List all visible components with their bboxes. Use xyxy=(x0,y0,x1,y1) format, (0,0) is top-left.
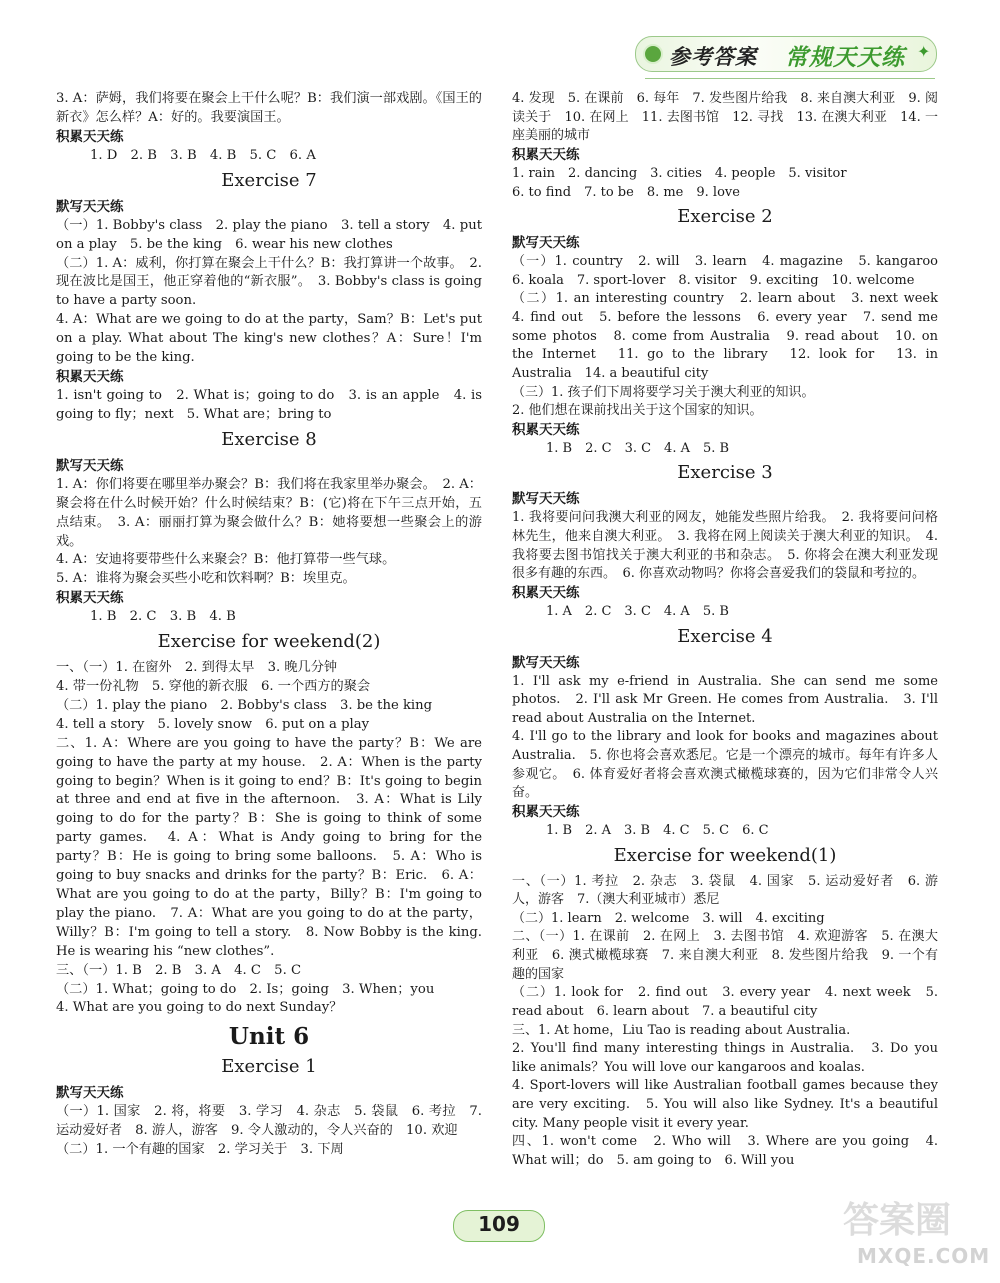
exercise-title: Exercise 2 xyxy=(677,206,773,228)
answer-text: 四、1. won't come 2. Who will 3. Where are you going 4. What will；do 5. am going to 6. Will you xyxy=(512,1134,938,1168)
section-heading: 积累天天练 xyxy=(512,584,580,601)
section-heading: 积累天天练 xyxy=(56,590,124,607)
exercise-title: Exercise 4 xyxy=(677,625,773,647)
right-column xyxy=(512,90,952,1171)
answer-text: 1. I'll ask my e-friend in Australia. She can send me some photos. 2. I'll ask Mr Green. He comes from Australia. 3. I'll read about Australia on the Internet. xyxy=(512,673,938,726)
unit-title: Unit 6 xyxy=(228,1023,310,1051)
exercise-title: Exercise 3 xyxy=(677,462,773,484)
answer-text: （二）1. 一个有趣的国家 2. 学习关于 3. 下周 xyxy=(56,1142,344,1158)
exercise-title: Exercise for weekend(2) xyxy=(157,631,381,653)
page-number-badge xyxy=(453,1208,545,1242)
section-heading: 积累天天练 xyxy=(512,803,580,820)
exercise-title: Exercise 8 xyxy=(221,428,317,450)
answer-text: （二）1. an interesting country 2. learn about 3. next week 4. find out 5. before the lessons 6. every year 7. send me some photos 8. come from Australia 9. read about 10. on the Internet 11. go to the library 12. look for 13. in Australia 14. a beautiful city xyxy=(512,291,952,381)
section-heading: 积累天天练 xyxy=(56,128,124,145)
answer-key: 1. B 2. C 3. C 4. A 5. B xyxy=(546,440,730,456)
answer-text: 2. You'll find many interesting things in Australia. 3. Do you like animals？You will love our kangaroos and koalas. xyxy=(512,1041,938,1075)
exercise-title: Exercise 7 xyxy=(221,169,317,191)
banner-title-answers: 参考答案 xyxy=(669,45,757,69)
answer-text: 5. A：谁将为聚会买些小吃和饮料啊？B：埃里克。 xyxy=(56,571,356,587)
answer-text: （二）1. play the piano 2. Bobby's class 3. be the king xyxy=(56,697,433,713)
answer-text: （二）1. A：威利，你打算在聚会上干什么？B：我打算讲一个故事。 2. 现在波比是国王，他正穿着他的“新衣服”。 3. Bobby's class is going to have a party soon. xyxy=(56,255,482,309)
answer-key: 1. B 2. C 3. B 4. B xyxy=(90,609,236,625)
answer-text: 二、1. A：Where are you going to have the party？B：We are going to have the party at my house. 2. A：When is the party going to begin？When is it going to end？B：It's going to begin at three and end at five in the afternoon. 3. A：What is Lily going to do for the party？B：She is going to think of some party games. 4. A：What is Andy going to bring for the party？B：He is going to bring some balloons. 5. A：Who is going to buy snacks and drinks for the party？B：Eric. 6. A：What are you going to do at the party，Billy？B：I'm going to play the piano. 7. A：What are you going to do at the party，Willy？B：I'm going to tell a story. 8. Now Bobby is the king. He is wearing his “new clothes”. xyxy=(56,735,482,959)
answer-text: 1. rain 2. dancing 3. cities 4. people 5. visitor xyxy=(512,165,847,181)
answer-text: 4. tell a story 5. lovely snow 6. put on a play xyxy=(56,716,370,732)
answer-text: 二、（一）1. 在课前 2. 在网上 3. 去图书馆 4. 欢迎游客 5. 在澳大利亚 6. 澳式橄榄球赛 7. 来自澳大利亚 8. 发些图片给我 9. 一个有趣的国家 xyxy=(512,929,938,982)
section-heading: 积累天天练 xyxy=(512,421,580,438)
answer-text: （二）1. learn 2. welcome 3. will 4. exciting xyxy=(512,910,825,926)
answer-text: 4. What are you going to do next Sunday？ xyxy=(56,1000,343,1016)
answer-text: （三）1. 孩子们下周将要学习关于澳大利亚的知识。 xyxy=(512,384,815,400)
answer-text: 4. 带一份礼物 5. 穿他的新衣服 6. 一个西方的聚会 xyxy=(56,679,371,695)
section-heading: 默写天天练 xyxy=(56,457,124,474)
answer-text: 1. isn't going to 2. What is；going to do 3. is an apple 4. is going to fly；next 5. What are；bring to xyxy=(56,387,482,422)
answer-text: 4. A：安迪将要带些什么来聚会？B：他打算带一些气球。 xyxy=(56,552,396,568)
watermark-site: MXQE.COM xyxy=(857,1244,991,1268)
answer-text: （一）1. 国家 2. 将，将要 3. 学习 4. 杂志 5. 袋鼠 6. 考拉 7. 运动爱好者 8. 游人，游客 9. 令人激动的，令人兴奋的 10. 欢迎 xyxy=(56,1104,482,1139)
section-heading: 默写天天练 xyxy=(512,654,580,671)
watermark xyxy=(835,1192,991,1276)
answer-text: 三、1. At home，Liu Tao is reading about Australia. xyxy=(512,1022,851,1038)
section-heading: 积累天天练 xyxy=(56,368,124,385)
answer-text: （二）1. What；going to do 2. Is；going 3. When；you xyxy=(56,981,435,997)
banner-dot-icon xyxy=(643,44,663,64)
answer-text: 4. 发现 5. 在课前 6. 每年 7. 发些图片给我 8. 来自澳大利亚 9. 阅读关于 10. 在网上 11. 去图书馆 12. 寻找 13. 在澳大利亚 14. 一座美丽的城市 xyxy=(512,91,938,144)
answer-text: 6. to find 7. to be 8. me 9. love xyxy=(512,184,740,200)
answer-text: 1. A：你们将要在哪里举办聚会？B：我们将在我家里举办聚会。 2. A：聚会将在什么时候开始？什么时候结束？B：(它)将在下午三点开始，五点结束。 3. A：丽丽打算为聚会做什么？B：她将要想一些聚会上的游戏。 xyxy=(56,476,482,549)
answer-text: 三、（一）1. B 2. B 3. A 4. C 5. C xyxy=(56,962,302,978)
exercise-title: Exercise for weekend(1) xyxy=(613,844,837,866)
answer-text: 一、（一）1. 考拉 2. 杂志 3. 袋鼠 4. 国家 5. 运动爱好者 6. 游人，游客 7.（澳大利亚城市）悉尼 xyxy=(512,873,938,908)
answer-text: （二）1. look for 2. find out 3. every year 4. next week 5. read about 6. learn about 7. a beautiful city xyxy=(512,985,938,1019)
header-banner xyxy=(635,28,945,78)
answer-text: （一）1. country 2. will 3. learn 4. magazine 5. kangaroo 6. koala 7. sport-lover 8. visitor 9. exciting 10. welcome xyxy=(512,254,952,288)
answer-text: 一、（一）1. 在窗外 2. 到得太早 3. 晚几分钟 xyxy=(56,660,338,676)
section-heading: 积累天天练 xyxy=(512,146,580,163)
banner-underline xyxy=(645,78,935,79)
watermark-logo-text: 答案圈 xyxy=(843,1200,952,1241)
banner-star-icon: ✦ xyxy=(917,42,931,61)
banner-title-series: 常规天天练 xyxy=(785,45,905,71)
exercise-title: Exercise 1 xyxy=(221,1056,317,1078)
answer-text: 4. Sport-lovers will like Australian football games because they are very exciting. 5. You will also like Sydney. It's a beautiful city. Many people visit it every year. xyxy=(512,1078,938,1131)
page-number: 109 xyxy=(478,1212,520,1236)
section-heading: 默写天天练 xyxy=(56,1085,124,1102)
answer-text: 3. A：萨姆，我们将要在聚会上干什么呢？B：我们演一部戏剧。《国王的新衣》怎么样？A：好的。我要演国王。 xyxy=(56,91,482,125)
section-heading: 默写天天练 xyxy=(56,198,124,215)
left-column xyxy=(56,90,482,1160)
section-heading: 默写天天练 xyxy=(512,235,580,252)
answer-key: 1. D 2. B 3. B 4. B 5. C 6. A xyxy=(90,147,316,163)
section-heading: 默写天天练 xyxy=(512,491,580,508)
answer-text: 1. 我将要问问我澳大利亚的网友，她能发些照片给我。 2. 我将要问问格林先生，他来自澳大利亚。 3. 我将在网上阅读关于澳大利亚的知识。 4. 我将要去图书馆找关于澳大利亚的书和杂志。 5. 你将会在澳大利亚发现很多有趣的东西。 6. 你喜欢动物吗？你将会喜爱我们的袋鼠和考拉的。 xyxy=(512,510,938,582)
answer-text: （一）1. Bobby's class 2. play the piano 3. tell a story 4. put on a play 5. be the king 6. wear his new clothes xyxy=(56,217,482,252)
answer-text: 2. 他们想在课前找出关于这个国家的知识。 xyxy=(512,403,763,419)
answer-text: 4. I'll go to the library and look for books and magazines about Australia. 5. 你也将会喜欢悉尼。它是一个漂亮的城市。每年有许多人参观它。 6. 体育爱好者将会喜欢澳式橄榄球赛的，因为它们非常令人兴奋。 xyxy=(512,729,938,801)
answer-key: 1. B 2. A 3. B 4. C 5. C 6. C xyxy=(546,822,769,838)
answer-text: 4. A：What are we going to do at the party，Sam？B：Let's put on a play. What about The king's new clothes？A：Sure！I'm going to be the king. xyxy=(56,312,482,366)
answer-key: 1. A 2. C 3. C 4. A 5. B xyxy=(546,603,729,619)
